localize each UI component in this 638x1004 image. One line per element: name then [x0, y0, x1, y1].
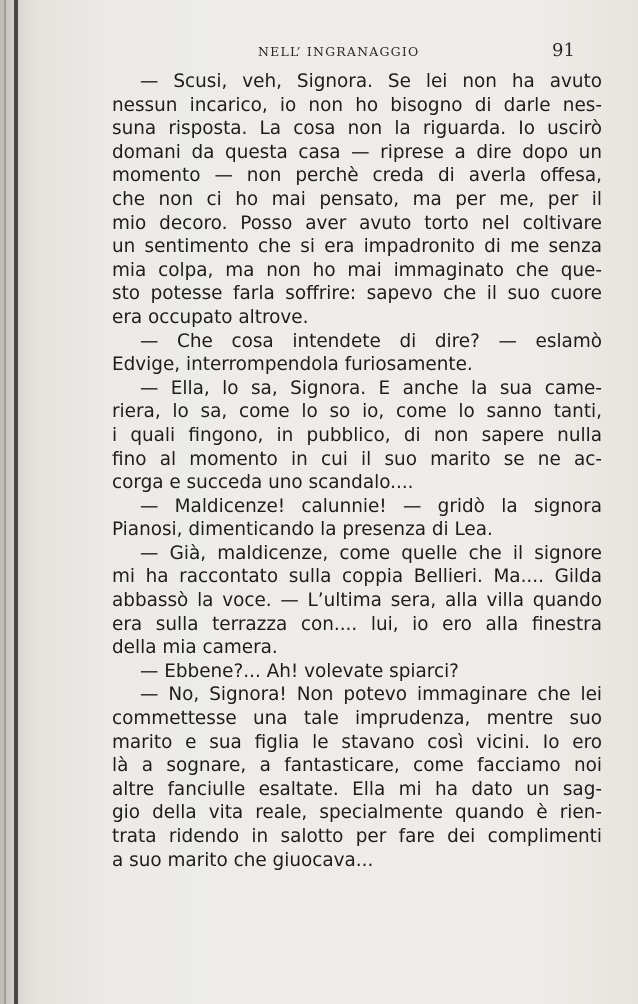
text-line: Edvige, interrompendola furiosamente.	[112, 354, 473, 376]
text-line: era occupato altrove.	[112, 306, 309, 328]
page-binding-line	[14, 0, 18, 1004]
text-line: — No, Signora! Non potevo immaginare che lei	[140, 684, 602, 706]
text-line: gio della vita reale, specialmente quando è rien-	[112, 802, 602, 824]
page-number: 91	[552, 40, 575, 61]
text-line: sto potesse farla soffrire: sapevo che il suo cuore	[112, 283, 602, 305]
body-text	[112, 70, 602, 872]
text-line: commettesse una tale imprudenza, mentre suo	[112, 708, 602, 730]
text-line: — Ella, lo sa, Signora. E anche la sua came-	[140, 377, 602, 399]
page-edge-shadow	[4, 0, 6, 1004]
text-line: a suo marito che giuocava...	[112, 849, 374, 871]
text-line: corga e succeda uno scandalo....	[112, 472, 414, 494]
text-line: marito e sua figlia le stavano così vicini. Io ero	[112, 731, 602, 753]
text-line: trata ridendo in salotto per fare dei complimenti	[112, 826, 602, 847]
text-line: mio decoro. Posso aver avuto torto nel coltivare	[112, 212, 602, 234]
text-line: era sulla terrazza con.... lui, io ero alla finestra	[112, 613, 602, 635]
text-line: abbassò la voce. — L’ultima sera, alla villa quando	[112, 590, 602, 612]
running-head: NELL’ INGRANAGGIO	[258, 44, 420, 59]
text-line: là a sognare, a fantasticare, come facciamo noi	[112, 755, 602, 777]
text-line: — Che cosa intendete di dire? — eslamò	[140, 330, 602, 352]
text-line: — Scusi, veh, Signora. Se lei non ha avuto	[140, 71, 602, 92]
text-line: — Maldicenze! calunnie! — gridò la signora	[140, 495, 602, 517]
text-line: altre fanciulle esaltate. Ella mi ha dato un sag-	[112, 778, 602, 800]
text-line: momento — non perchè creda di averla offesa,	[112, 165, 602, 187]
text-line: riera, lo sa, come lo so io, come lo sanno tanti,	[112, 401, 602, 423]
text-line: Pianosi, dimenticando la presenza di Lea.	[112, 519, 493, 541]
text-line: nessun incarico, io non ho bisogno di darle nes-	[112, 94, 602, 116]
text-line: della mia camera.	[112, 637, 278, 659]
text-line: suna risposta. La cosa non la riguarda. Io uscirò	[112, 118, 602, 140]
text-line: un sentimento che si era impadronito di me senza	[112, 236, 602, 258]
text-line: domani da questa casa — riprese a dire dopo un	[112, 141, 602, 163]
text-line: — Già, maldicenze, come quelle che il signore	[140, 542, 602, 564]
text-line: mi ha raccontato sulla coppia Bellieri. Ma.... Gilda	[112, 566, 602, 588]
text-line: — Ebbene?... Ah! volevate spiarci?	[140, 660, 459, 682]
text-line: i quali fingono, in pubblico, di non sapere nulla	[112, 424, 602, 446]
text-line: mia colpa, ma non ho mai immaginato che que-	[112, 259, 602, 281]
text-line: che non ci ho mai pensato, ma per me, per il	[112, 188, 602, 210]
text-line: fino al momento in cui il suo marito se ne ac-	[112, 448, 602, 470]
